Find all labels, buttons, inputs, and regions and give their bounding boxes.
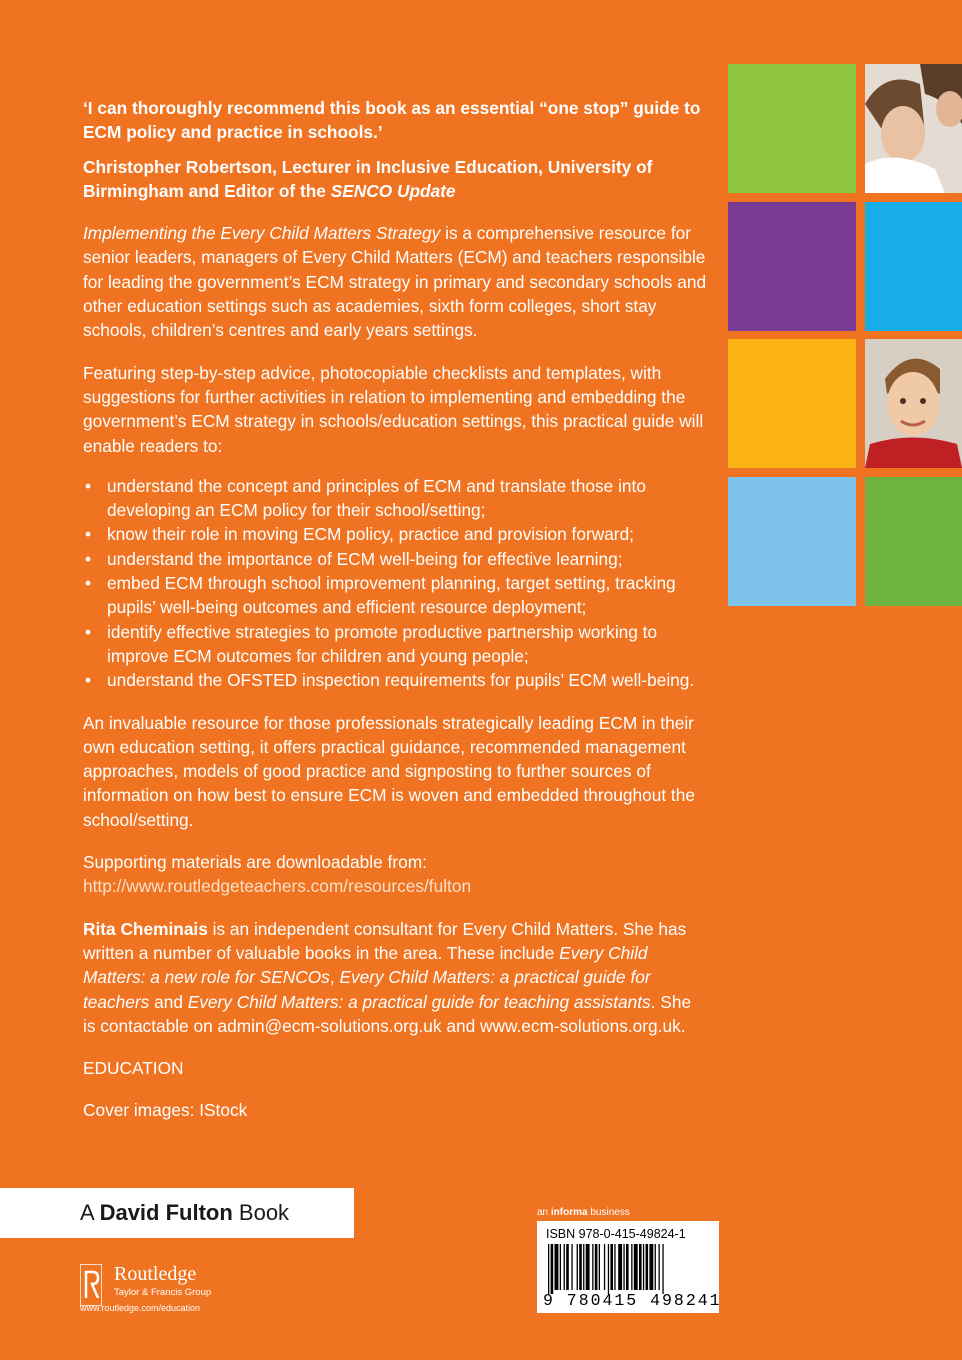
barcode-bar [618,1244,622,1290]
barcode-bar [583,1244,584,1290]
barcode-bar [646,1244,649,1290]
book-title: Implementing the Every Child Matters Strategy [83,223,441,244]
intro-text: is a comprehensive resource for senior leaders, managers of Every Child Matters (ECM) and teachers responsible for leading the government’s ECM strategy in primary and secondary schools and other education settings such as academies, sixth form colleges, short stay schools, children’s centres and early years settings. [83,223,707,341]
bio-separator: and [149,991,188,1012]
barcode-bar [639,1244,642,1290]
informa-name: informa [550,1207,588,1218]
barcode-bar [623,1244,624,1290]
barcode-bar [592,1244,593,1290]
objective-item: • know their role in moving ECM policy, practice and provision forward; [83,522,708,546]
back-cover-text [83,96,708,1123]
featuring-paragraph: Featuring step-by-step advice, photocopiable checklists and templates, with suggestions for further activities in relation to implementing and embedding the government’s ECM strategy in schools/education settings, this practical guide will enable readers to: [83,362,704,456]
imprint-text [80,1188,289,1238]
supporting-url-link[interactable]: http://www.routledgeteachers.com/resources/fulton [83,876,472,897]
yellow-tile [728,339,856,468]
barcode-bar [548,1244,549,1294]
students-photo [865,64,962,193]
objective-item: • understand the OFSTED inspection requirements for pupils’ ECM well-being. [83,668,708,692]
barcode-bar [626,1244,629,1290]
barcode-bar [555,1244,559,1290]
publisher-website: www.routledge.com/education [80,1303,201,1313]
boy-photo-image [865,339,962,468]
barcode-bar [564,1244,565,1290]
isbn-barcode [537,1221,722,1313]
barcode-bar [599,1244,600,1290]
barcode-bar [662,1244,663,1294]
publisher-logo [80,1262,340,1322]
barcode-bar [595,1244,598,1290]
author-contact-text: . She is contactable on admin@ecm-solutions.org.uk and www.ecm-solutions.org.uk. [83,991,692,1036]
book-title-senco: Every Child Matters: a new role for SENCOs [83,942,648,988]
barcode-bar [579,1244,582,1290]
publisher-group: Taylor & Francis Group [114,1287,212,1298]
imprint-suffix: Book [232,1200,290,1225]
attribution-publication: SENCO Update [330,180,456,201]
isbn-label: ISBN 978-0-415-49824-1 [546,1227,686,1241]
barcode-bar [614,1244,615,1290]
barcode-bar [571,1244,572,1290]
blue-tile [865,202,962,331]
barcode-digits: 9 780415 498241 [543,1291,722,1310]
supporting-materials [83,850,708,899]
students-photo-image [865,64,962,193]
barcode-bar [655,1244,656,1290]
imprint-banner [0,1188,354,1238]
endorsement-attribution [83,155,708,204]
informa-business [537,1206,630,1220]
barcode-bar [649,1244,653,1290]
barcode-bar [566,1244,569,1290]
barcode-icon [544,1244,712,1294]
imprint-prefix: A [80,1200,100,1225]
supporting-text: Supporting materials are downloadable from: [83,852,427,873]
attribution-text: Christopher Robertson, Lecturer in Inclusive Education, University of Birmingham and Editor of the [83,156,653,201]
barcode-bar [551,1244,554,1294]
boy-photo [865,339,962,468]
objective-item: • understand the importance of ECM well-being for effective learning; [83,547,708,571]
barcode-bar [560,1244,561,1290]
barcode-bar [610,1244,613,1290]
objective-item: • embed ECM through school improvement planning, target setting, tracking pupils’ well-being outcomes and efficient resource deployment; [83,571,708,620]
bio-separator: , [329,967,340,988]
informa-suffix: business [587,1207,630,1218]
informa-prefix: an [537,1207,551,1218]
publisher-name: Routledge [114,1263,197,1285]
author-name: Rita Cheminais [83,918,208,939]
cover-images-credit: Cover images: IStock [83,1100,248,1121]
green-tile-2 [865,477,962,606]
barcode-bar [634,1244,638,1290]
barcode-bar [659,1244,660,1290]
intro-paragraph [83,221,708,342]
light-blue-tile [728,477,856,606]
barcode-bar [608,1244,609,1294]
green-tile [728,64,856,193]
subject-category: EDUCATION [83,1058,184,1079]
barcode-bar [577,1244,578,1290]
objective-item: • identify effective strategies to promote productive partnership working to improve ECM outcomes for children and young people; [83,620,708,669]
routledge-r-icon [80,1264,102,1306]
barcode-bar [631,1244,632,1290]
imprint-name: David Fulton [99,1200,233,1225]
purple-tile [728,202,856,331]
objectives-list [83,474,708,693]
book-title-teachers: Every Child Matters: a practical guide for teachers [83,967,651,1012]
barcode-bar [586,1244,590,1290]
author-bio-text: is an independent consultant for Every Child Matters. She has written a number of valuable books in the area. These include [83,918,687,963]
author-bio [83,917,708,1038]
resource-paragraph: An invaluable resource for those professionals strategically leading ECM in their own education setting, it offers practical guidance, recommended management approaches, models of good practice and signposting to further sources of information on how best to ensure ECM is woven and embedded throughout the school/setting. [83,712,695,830]
endorsement-quote: ‘I can thoroughly recommend this book as an essential “one stop” guide to ECM policy and practice in schools.’ [83,98,701,143]
book-title-assistants: Every Child Matters: a practical guide for teaching assistants [187,991,651,1012]
barcode-bar [604,1244,605,1290]
barcode-bar [643,1244,644,1290]
objective-item: • understand the concept and principles of ECM and translate those into developing an ECM policy for their school/setting; [83,474,708,523]
